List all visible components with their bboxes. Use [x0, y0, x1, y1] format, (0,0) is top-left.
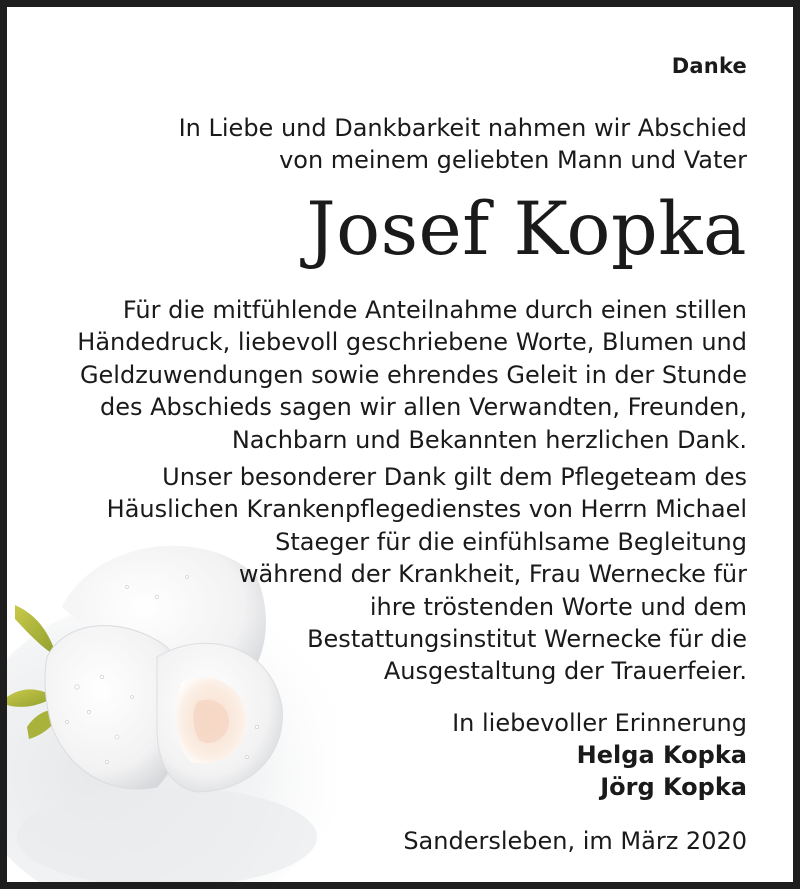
intro-line: In Liebe und Dankbarkeit nahmen wir Abschied [178, 114, 747, 142]
paragraph-line: Unser besonderer Dank gilt dem Pflegeteam des [162, 463, 747, 491]
closing-text: In liebevoller Erinnerung [452, 709, 747, 737]
paragraph-line: Häuslichen Krankenpflegedienstes von Herrn Michael [106, 495, 747, 524]
paragraph-line: Bestattungsinstitut Wernecke für die [307, 625, 747, 654]
place-date: Sandersleben, im März 2020 [403, 827, 747, 855]
paragraph-line: Staeger für die einfühlsame Begleitung [275, 527, 747, 556]
deceased-name: Josef Kopka [306, 187, 747, 272]
paragraph-line: Für die mitfühlende Anteilnahme durch einen stillen [122, 296, 747, 324]
paragraph-line: Ausgestaltung der Trauerfeier. [383, 657, 747, 686]
thanks-paragraph [77, 294, 747, 456]
paragraph-line: des Abschieds sagen wir allen Verwandten, Freunden, [99, 393, 747, 422]
paragraph-line: Händedruck, liebevoll geschriebene Worte, Blumen und [77, 328, 747, 357]
intro-line: von meinem geliebten Mann und Vater [279, 146, 747, 174]
special-thanks-paragraph [107, 461, 747, 688]
paragraph-line: Geldzuwendungen sowie ehrendes Geleit in der Stunde [79, 360, 747, 389]
paragraph-line: während der Krankheit, Frau Wernecke für [238, 560, 747, 589]
closing-block [452, 707, 747, 803]
intro-text [179, 112, 747, 176]
heading: Danke [671, 54, 747, 78]
paragraph-line: ihre tröstenden Worte und dem [369, 592, 747, 621]
paragraph-line: Nachbarn und Bekannten herzlichen Dank. [231, 425, 747, 454]
signer-name: Helga Kopka [576, 741, 747, 769]
signer-name: Jörg Kopka [600, 773, 747, 801]
